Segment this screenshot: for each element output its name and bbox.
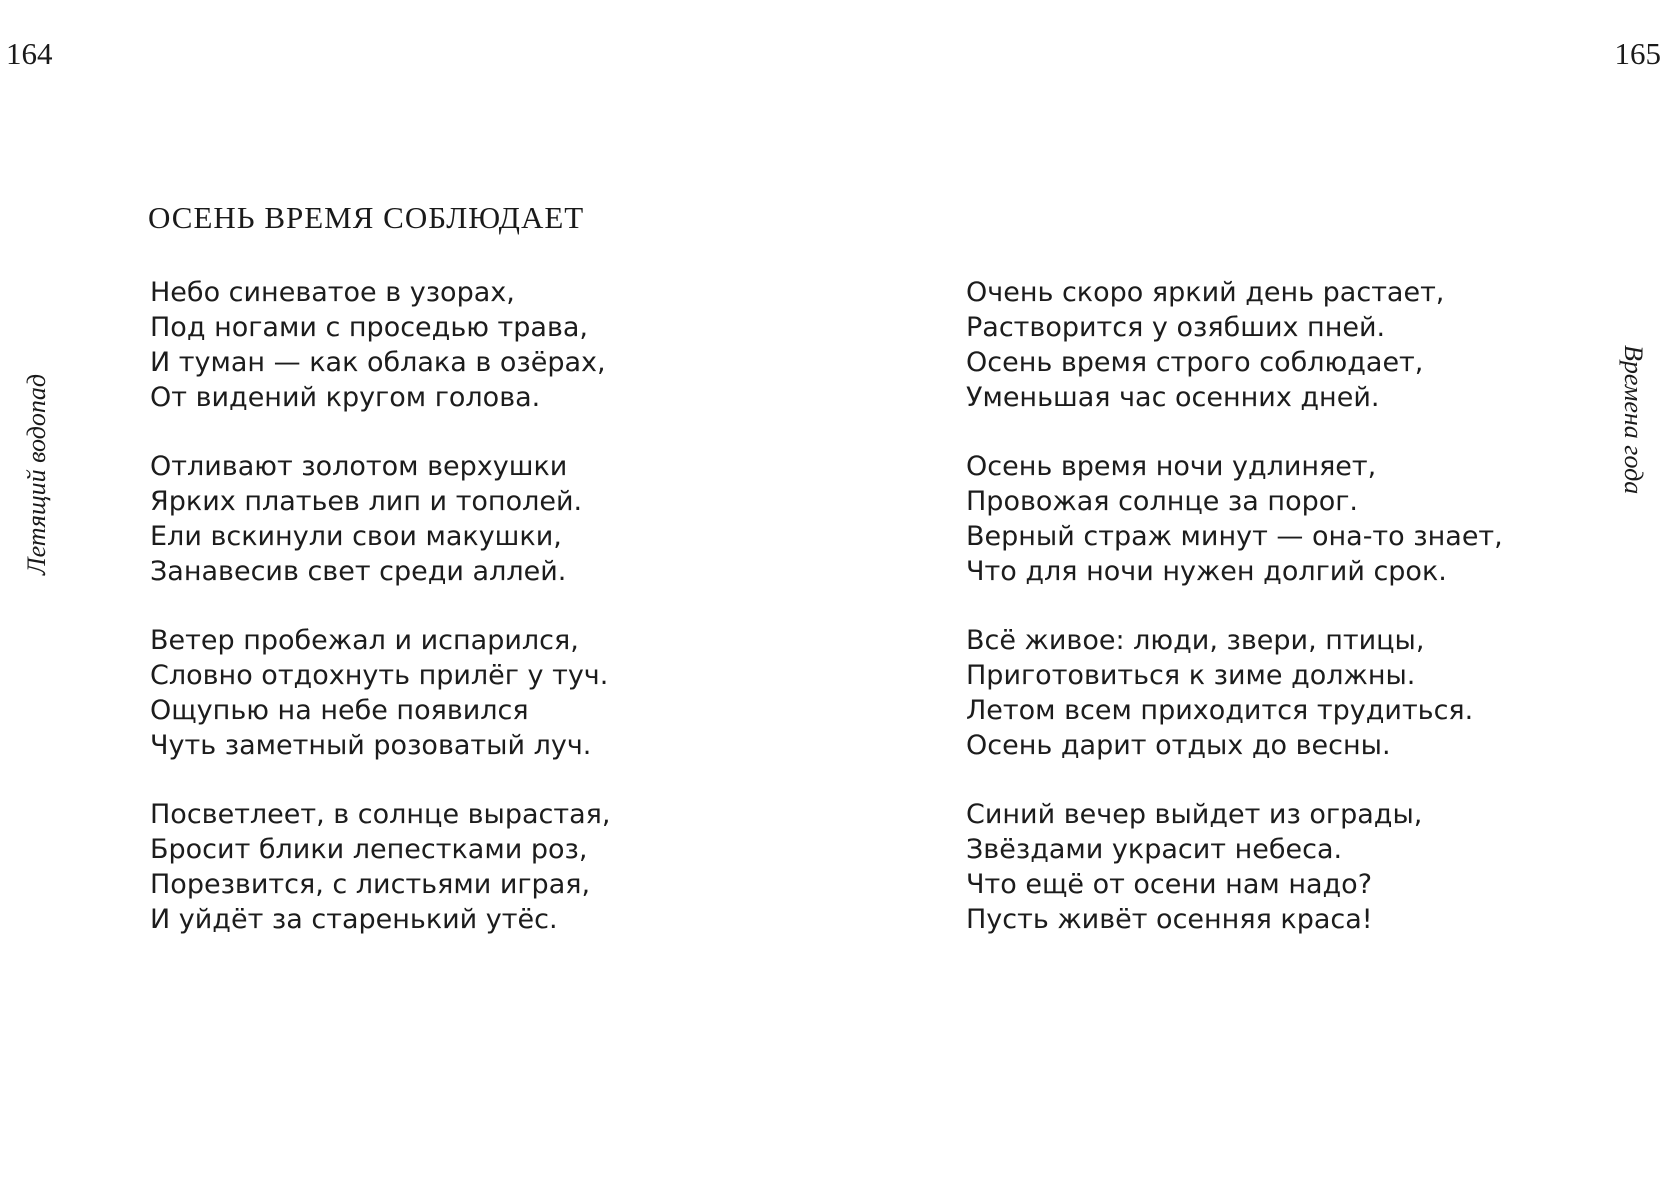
poem-line: Провожая солнце за порог. — [966, 486, 1359, 517]
poem-line: Верный страж минут — она-то знает, — [966, 521, 1503, 552]
poem-line: И уйдёт за старенький утёс. — [150, 904, 558, 935]
poem-line: Словно отдохнуть прилёг у туч. — [150, 660, 609, 691]
poem-line: Что для ночи нужен долгий срок. — [966, 556, 1447, 587]
stanza — [150, 797, 611, 937]
stanza — [966, 797, 1503, 937]
poem-line: Чуть заметный розоватый луч. — [150, 730, 592, 761]
poem-line: Ветер пробежал и испарился, — [150, 625, 579, 656]
poem-line: Синий вечер выйдет из ограды, — [966, 799, 1423, 830]
page-number-right: 165 — [1614, 36, 1661, 71]
poem-column-right — [966, 275, 1503, 971]
poem-line: Порезвится, с листьями играя, — [150, 869, 591, 900]
poem-line: Осень время строго соблюдает, — [966, 347, 1424, 378]
running-title-left: Летящий водопад — [22, 373, 51, 575]
poem-line: Что ещё от осени нам надо? — [966, 869, 1373, 900]
poem-line: Осень дарит отдых до весны. — [966, 730, 1391, 761]
poem-column-left — [150, 275, 611, 971]
poem-line: Отливают золотом верхушки — [150, 451, 568, 482]
stanza — [150, 623, 611, 763]
poem-line: Растворится у озябших пней. — [966, 312, 1386, 343]
poem-line: Звёздами украсит небеса. — [966, 834, 1343, 865]
poem-line: Всё живое: люди, звери, птицы, — [966, 625, 1425, 656]
poem-line: Осень время ночи удлиняет, — [966, 451, 1377, 482]
poem-line: Очень скоро яркий день растает, — [966, 277, 1445, 308]
poem-line: Занавесив свет среди аллей. — [150, 556, 567, 587]
poem-line: Бросит блики лепестками роз, — [150, 834, 588, 865]
poem-line: Ощупью на небе появился — [150, 695, 529, 726]
stanza — [966, 623, 1503, 763]
stanza — [966, 275, 1503, 415]
stanza — [150, 275, 611, 415]
poem-line: Ели вскинули свои макушки, — [150, 521, 562, 552]
poem-line: Небо синеватое в узорах, — [150, 277, 515, 308]
poem-line: Под ногами с проседью трава, — [150, 312, 589, 343]
poem-line: Уменьшая час осенних дней. — [966, 382, 1380, 413]
poem-line: И туман — как облака в озёрах, — [150, 347, 606, 378]
poem-title: ОСЕНЬ ВРЕМЯ СОБЛЮДАЕТ — [148, 200, 585, 235]
poem-line: Посветлеет, в солнце вырастая, — [150, 799, 611, 830]
stanza — [150, 449, 611, 589]
poem-line: Летом всем приходится трудиться. — [966, 695, 1474, 726]
poem-line: От видений кругом голова. — [150, 382, 541, 413]
poem-line: Ярких платьев лип и тополей. — [150, 486, 583, 517]
page-number-left: 164 — [6, 36, 53, 71]
poem-line: Пусть живёт осенняя краса! — [966, 904, 1373, 935]
running-title-right: Времена года — [1619, 345, 1648, 495]
stanza — [966, 449, 1503, 589]
poem-line: Приготовиться к зиме должны. — [966, 660, 1416, 691]
